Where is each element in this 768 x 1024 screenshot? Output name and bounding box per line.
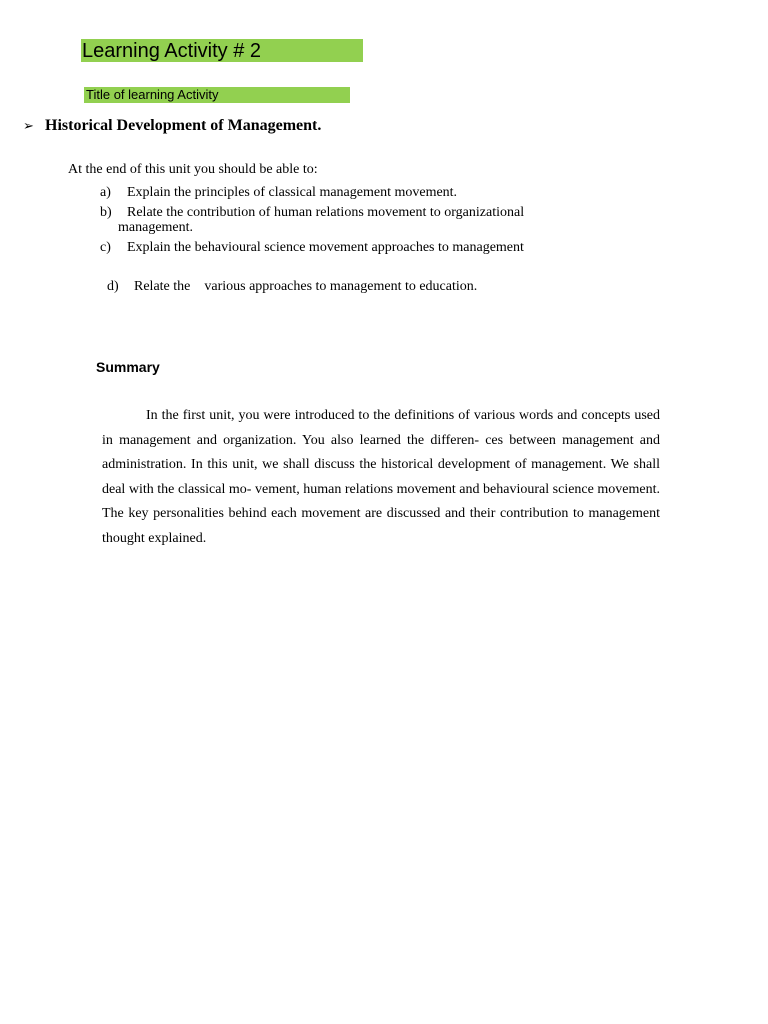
summary-heading: Summary: [96, 359, 160, 375]
objective-item: [100, 184, 457, 201]
objective-text: Explain the principles of classical management movement.: [127, 185, 458, 200]
objective-text: Explain the behavioural science movement approaches to management: [127, 240, 524, 255]
objective-marker: c): [100, 240, 111, 255]
topic-heading: [23, 115, 321, 138]
objective-item: [100, 261, 477, 295]
objective-marker: d): [107, 279, 119, 294]
topic-heading-text: Historical Development of Management.: [45, 117, 322, 134]
activity-subtitle: Title of learning Activity: [86, 87, 219, 102]
objectives-intro: At the end of this unit you should be able to:: [68, 162, 318, 177]
objective-marker: b): [100, 205, 112, 220]
page-title: Learning Activity # 2: [82, 40, 261, 62]
objective-marker: a): [100, 185, 111, 200]
arrow-bullet-icon: ➢: [23, 119, 34, 134]
objective-continuation: management.: [118, 220, 194, 235]
objective-text: Relate the various approaches to management to education.: [134, 279, 478, 294]
objective-text: Relate the contribution of human relations movement to organizational: [127, 205, 525, 220]
summary-paragraph: In the first unit, you were introduced to the definitions of various words and concepts used in management and organization. You also learned the differen- ces between management and administration. In this unit, we shall discuss the historical development of management. We shall deal with the classical mo- vement, human relations movement and behavioural science movement. The key personalities behind each movement are discussed and their contribution to management thought explained.: [102, 408, 660, 546]
objective-item: [100, 239, 524, 256]
